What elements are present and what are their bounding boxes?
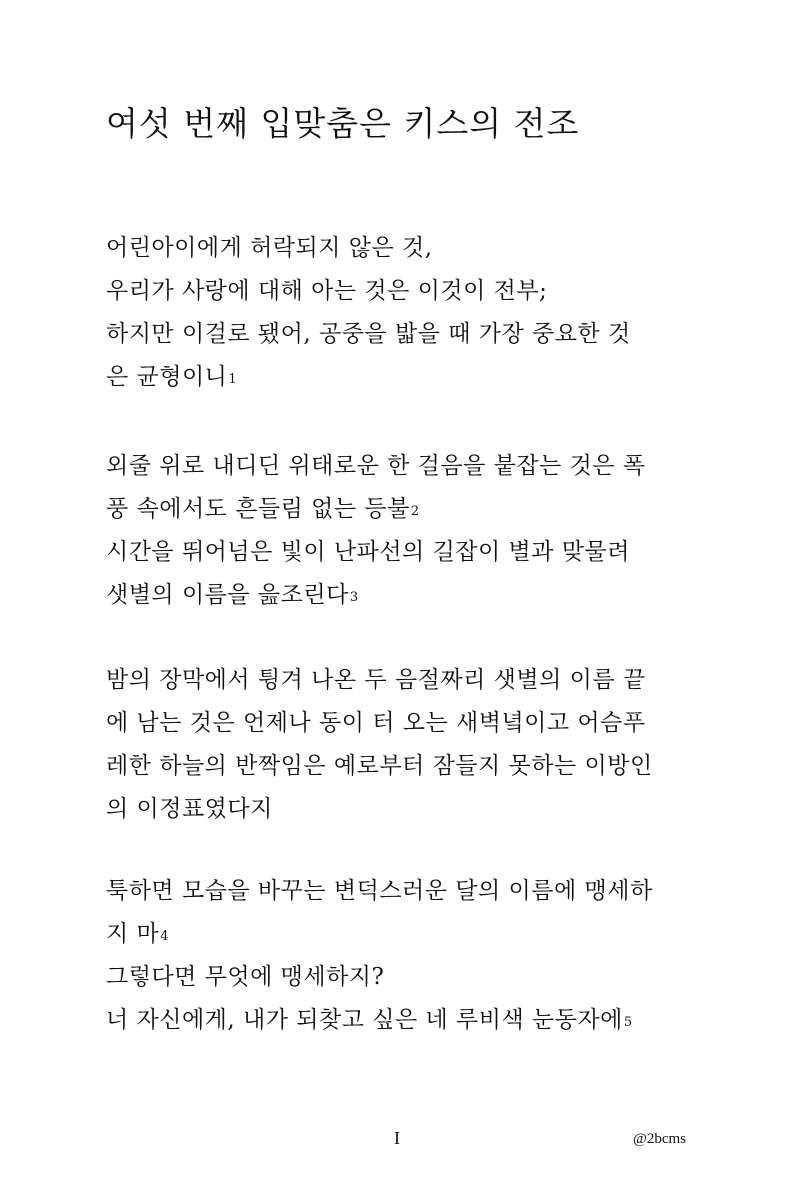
line-text: 하지만 이걸로 됐어, 공중을 밟을 때 가장 중요한 것 bbox=[106, 321, 631, 347]
line-text: 의 이정표였다지 bbox=[106, 796, 273, 822]
poem-line bbox=[106, 533, 630, 566]
poem-line bbox=[106, 958, 384, 991]
line-text: 외줄 위로 내디딘 위태로운 한 걸음을 붙잡는 것은 폭 bbox=[106, 453, 646, 479]
poem-line bbox=[106, 272, 547, 305]
footnote-marker: 2 bbox=[410, 504, 420, 519]
footnote-marker: 5 bbox=[623, 1015, 633, 1030]
footnote-marker: 3 bbox=[349, 590, 359, 605]
footnote-marker: 4 bbox=[160, 929, 170, 944]
poem-line bbox=[106, 229, 433, 262]
line-text: 그렇다면 무엇에 맹세하지? bbox=[106, 964, 385, 990]
poem-line bbox=[106, 447, 646, 480]
line-text: 너 자신에게, 내가 되찾고 싶은 네 루비색 눈동자에 bbox=[106, 1007, 623, 1033]
poem-line bbox=[106, 661, 646, 694]
poem-line bbox=[106, 1001, 633, 1034]
page-number: I bbox=[394, 1128, 400, 1148]
poem-line bbox=[106, 576, 359, 609]
poem-line bbox=[106, 872, 653, 905]
line-text: 툭하면 모습을 바꾸는 변덕스러운 달의 이름에 맹세하 bbox=[106, 878, 653, 904]
line-text: 레한 하늘의 반짝임은 예로부터 잠들지 못하는 이방인 bbox=[106, 753, 653, 779]
poem-line bbox=[106, 790, 273, 823]
line-text: 풍 속에서도 흔들림 없는 등불 bbox=[106, 496, 410, 522]
line-text: 에 남는 것은 언제나 동이 터 오는 새벽녘이고 어슴푸 bbox=[106, 710, 646, 736]
poem-line bbox=[106, 915, 169, 948]
line-text: 밤의 장막에서 튕겨 나온 두 음절짜리 샛별의 이름 끝 bbox=[106, 667, 646, 693]
line-text: 시간을 뛰어넘은 빛이 난파선의 길잡이 별과 맞물려 bbox=[106, 539, 630, 565]
poem-line bbox=[106, 358, 237, 391]
line-text: 지 마 bbox=[106, 921, 160, 947]
poem-line bbox=[106, 315, 631, 348]
poem-title: 여섯 번째 입맞춤은 키스의 전조 bbox=[106, 104, 580, 143]
line-text: 우리가 사랑에 대해 아는 것은 이것이 전부; bbox=[106, 278, 548, 304]
poem-line bbox=[106, 490, 420, 523]
author-handle: @2bcms bbox=[633, 1131, 686, 1147]
line-text: 은 균형이니 bbox=[106, 364, 228, 390]
line-text: 어린아이에게 허락되지 않은 것, bbox=[106, 235, 433, 261]
footnote-marker: 1 bbox=[228, 372, 238, 387]
poem-line bbox=[106, 747, 653, 780]
line-text: 샛별의 이름을 읊조린다 bbox=[106, 582, 349, 608]
poem-line bbox=[106, 704, 646, 737]
